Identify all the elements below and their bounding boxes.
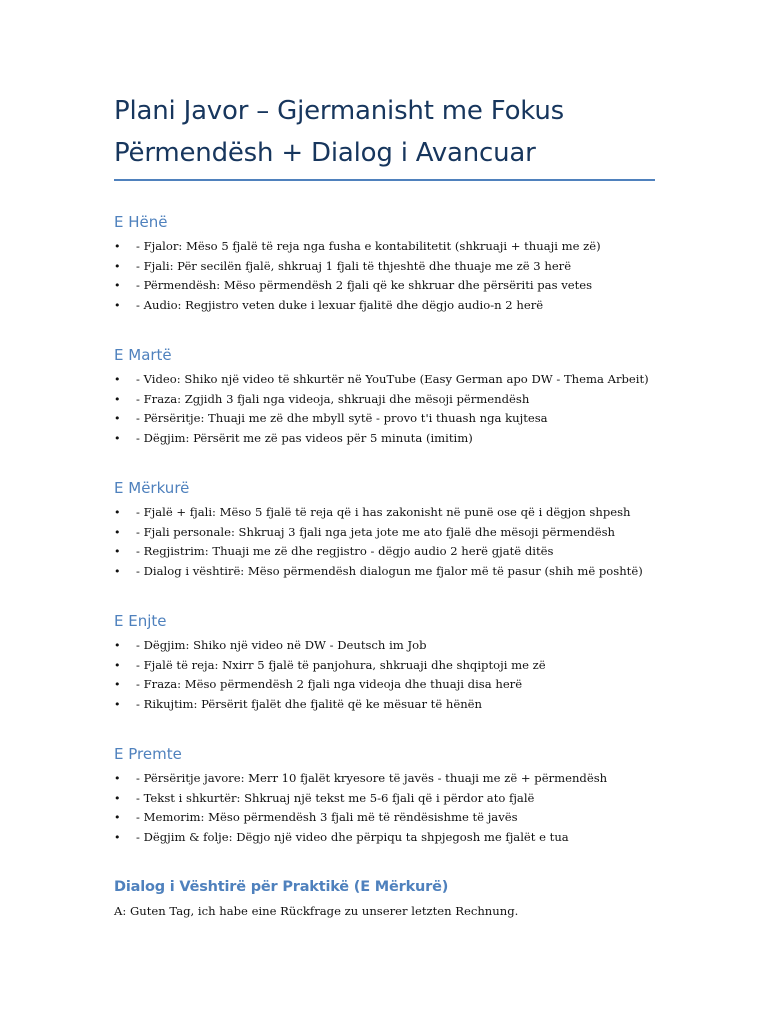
day-heading: E Premte: [114, 745, 182, 763]
task-text: - Video: Shiko një video të shkurtër në YouTube (Easy German apo DW - Thema Arbeit): [136, 372, 649, 386]
bullet-icon: •: [114, 298, 121, 312]
task-list-item: [114, 390, 674, 410]
bullet-icon: •: [114, 431, 121, 445]
task-text: - Dëgjim: Përsërit me zë pas videos për 5 minuta (imitim): [136, 430, 473, 445]
task-list-item: [114, 523, 674, 543]
task-list-item: [114, 636, 674, 656]
title-underline-rule: [114, 179, 655, 181]
bullet-icon: •: [114, 373, 121, 386]
task-list-item: [114, 675, 674, 695]
bullet-icon: •: [114, 240, 121, 253]
day-heading: E Mërkurë: [114, 479, 190, 497]
document-page: [114, 90, 674, 922]
task-list-item: [114, 429, 674, 449]
day-heading: E Enjte: [114, 612, 167, 630]
task-text: - Përmendësh: Mëso përmendësh 2 fjali që ke shkruar dhe përsëriti pas vetes: [136, 278, 593, 292]
bullet-icon: •: [114, 564, 121, 578]
task-text: - Memorim: Mëso përmendësh 3 fjali më të rëndësishme të javës: [136, 810, 518, 824]
bullet-icon: •: [114, 658, 121, 672]
task-text: - Dëgjim: Shiko një video në DW - Deutsch im Job: [136, 638, 427, 652]
task-list-item: [114, 789, 674, 809]
bullet-icon: •: [114, 279, 121, 292]
task-text: - Fjalor: Mëso 5 fjalë të reja nga fusha e kontabilitetit (shkruaji + thuaji me zë): [136, 239, 601, 253]
task-text: - Fjali: Për secilën fjalë, shkruaj 1 fjali të thjeshtë dhe thuaje me zë 3 herë: [136, 258, 572, 273]
task-list-item: [114, 237, 674, 257]
bullet-icon: •: [114, 830, 121, 844]
day-heading: E Hënë: [114, 213, 168, 231]
task-list: [114, 370, 674, 448]
task-text: - Fraza: Mëso përmendësh 2 fjali nga videoja dhe thuaji disa herë: [136, 677, 523, 691]
task-list: [114, 237, 674, 315]
bullet-icon: •: [114, 697, 121, 711]
task-list-item: [114, 370, 674, 390]
dialog-heading: Dialog i Vështirë për Praktikë (E Mërkurë): [114, 879, 449, 895]
task-list: [114, 636, 674, 714]
task-list-item: [114, 562, 674, 582]
task-list-item: [114, 276, 674, 296]
task-list-item: [114, 503, 674, 523]
day-section: [114, 478, 674, 581]
task-list-item: [114, 828, 674, 848]
day-section: [114, 345, 674, 448]
bullet-icon: •: [114, 392, 121, 406]
weekday-sections: [114, 212, 674, 847]
bullet-icon: •: [114, 545, 121, 558]
task-list: [114, 769, 674, 847]
task-text: - Tekst i shkurtër: Shkruaj një tekst me 5-6 fjali që i përdor ato fjalë: [136, 790, 535, 805]
task-text: - Regjistrim: Thuaji me zë dhe regjistro - dëgjo audio 2 herë gjatë ditës: [136, 544, 554, 558]
task-text: - Dialog i vështirë: Mëso përmendësh dialogun me fjalor më të pasur (shih më poshtë): [136, 563, 643, 578]
bullet-icon: •: [114, 811, 121, 824]
title-line-1: Plani Javor – Gjermanisht me Fokus: [114, 96, 564, 126]
dialog-section: [114, 877, 674, 922]
day-section: [114, 212, 674, 315]
task-text: - Rikujtim: Përsërit fjalët dhe fjalitë që ke mësuar të hënën: [136, 696, 483, 711]
bullet-icon: •: [114, 791, 121, 805]
task-text: - Audio: Regjistro veten duke i lexuar fjalitë dhe dëgjo audio-n 2 herë: [136, 297, 544, 312]
task-list-item: [114, 409, 674, 429]
task-text: - Fjali personale: Shkruaj 3 fjali nga jeta jote me ato fjalë dhe mësoji përmendësh: [136, 524, 616, 539]
title-line-2: Përmendësh + Dialog i Avancuar: [114, 138, 536, 168]
task-text: - Fraza: Zgjidh 3 fjali nga videoja, shkruaji dhe mësoji përmendësh: [136, 391, 530, 406]
task-text: - Dëgjim & folje: Dëgjo një video dhe përpiqu ta shpjegosh me fjalët e tua: [136, 829, 569, 844]
task-text: - Përsëritje javore: Merr 10 fjalët kryesore të javës - thuaji me zë + përmendësh: [136, 771, 608, 785]
bullet-icon: •: [114, 639, 121, 652]
day-heading: E Martë: [114, 346, 172, 364]
task-text: - Përsëritje: Thuaji me zë dhe mbyll sytë - provo t'i thuash nga kujtesa: [136, 411, 548, 425]
task-list-item: [114, 296, 674, 316]
task-list-item: [114, 808, 674, 828]
day-section: [114, 744, 674, 847]
task-text: - Fjalë + fjali: Mëso 5 fjalë të reja që i has zakonisht në punë ose që i dëgjon shpesh: [136, 505, 631, 519]
task-list-item: [114, 769, 674, 789]
task-list-item: [114, 656, 674, 676]
bullet-icon: •: [114, 772, 121, 785]
task-text: - Fjalë të reja: Nxirr 5 fjalë të panjohura, shkruaji dhe shqiptoji me zë: [136, 657, 546, 672]
bullet-icon: •: [114, 412, 121, 425]
task-list: [114, 503, 674, 581]
bullet-icon: •: [114, 506, 121, 519]
document-title: [114, 90, 674, 174]
task-list-item: [114, 695, 674, 715]
task-list-item: [114, 542, 674, 562]
bullet-icon: •: [114, 678, 121, 691]
dialog-lines: [114, 902, 674, 922]
day-section: [114, 611, 674, 714]
task-list-item: [114, 257, 674, 277]
bullet-icon: •: [114, 259, 121, 273]
bullet-icon: •: [114, 525, 121, 539]
dialog-line: A: Guten Tag, ich habe eine Rückfrage zu unserer letzten Rechnung.: [114, 904, 519, 918]
